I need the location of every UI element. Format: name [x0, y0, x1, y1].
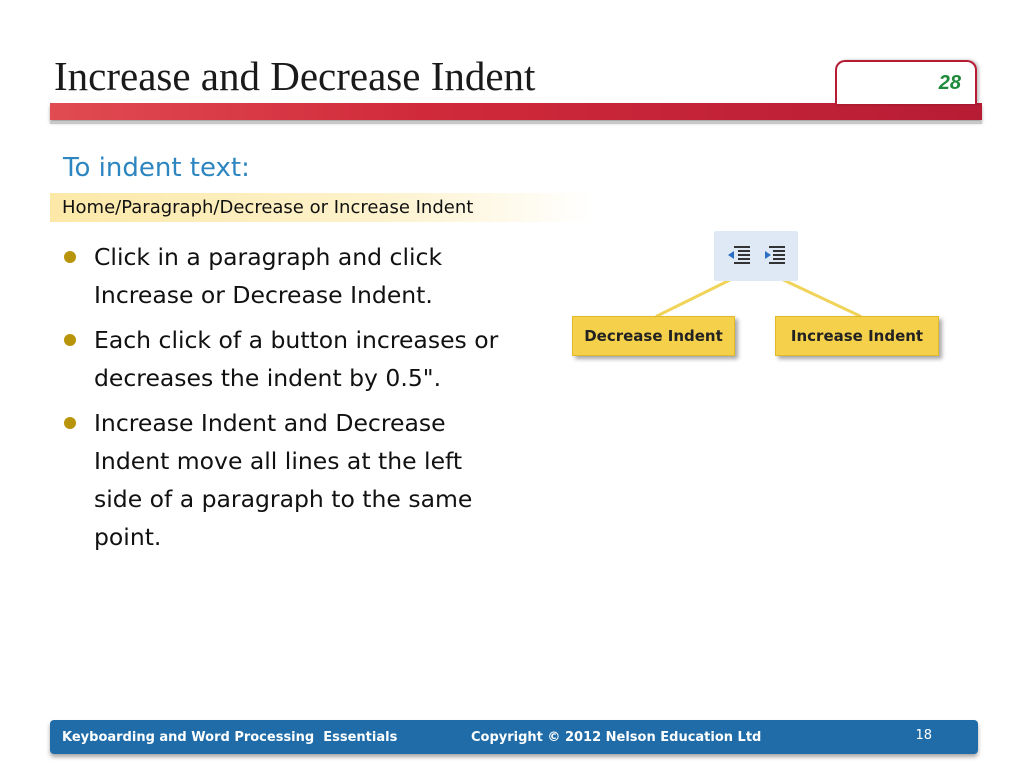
bullet-list	[62, 238, 502, 563]
bullet-dot	[64, 251, 76, 263]
decrease-indent-callout	[572, 316, 735, 356]
decrease-indent-icon[interactable]	[727, 245, 751, 267]
bullet-text: Increase Indent and Decrease Indent move all lines at the left side of a paragraph to the same point.	[94, 409, 473, 551]
footer-bar	[50, 720, 978, 754]
title-bar	[50, 103, 982, 120]
bullet-item	[62, 238, 502, 314]
bullet-item	[62, 321, 502, 397]
page-number: 28	[938, 72, 961, 94]
footer-course-title: Keyboarding and Word Processing Essentials	[62, 730, 398, 745]
decrease-indent-callout-label: Decrease Indent	[584, 327, 723, 345]
increase-indent-callout	[775, 316, 939, 356]
bullet-text: Each click of a button increases or decreases the indent by 0.5".	[94, 326, 499, 392]
bullet-dot	[64, 334, 76, 346]
increase-indent-icon[interactable]	[762, 245, 786, 267]
bullet-dot	[64, 417, 76, 429]
increase-indent-callout-label: Increase Indent	[790, 327, 924, 345]
indent-toolbar	[714, 231, 798, 281]
slide-title: Increase and Decrease Indent	[54, 53, 536, 99]
footer-slide-number: 18	[915, 728, 932, 743]
footer-copyright: Copyright © 2012 Nelson Education Ltd	[471, 730, 762, 745]
command-path-highlight	[50, 193, 592, 222]
bullet-text: Click in a paragraph and click Increase or Decrease Indent.	[94, 243, 443, 309]
bullet-item	[62, 404, 502, 556]
page-number-tab	[835, 60, 977, 104]
subheading: To indent text:	[63, 153, 250, 183]
command-path: Home/Paragraph/Decrease or Increase Indent	[62, 197, 474, 218]
